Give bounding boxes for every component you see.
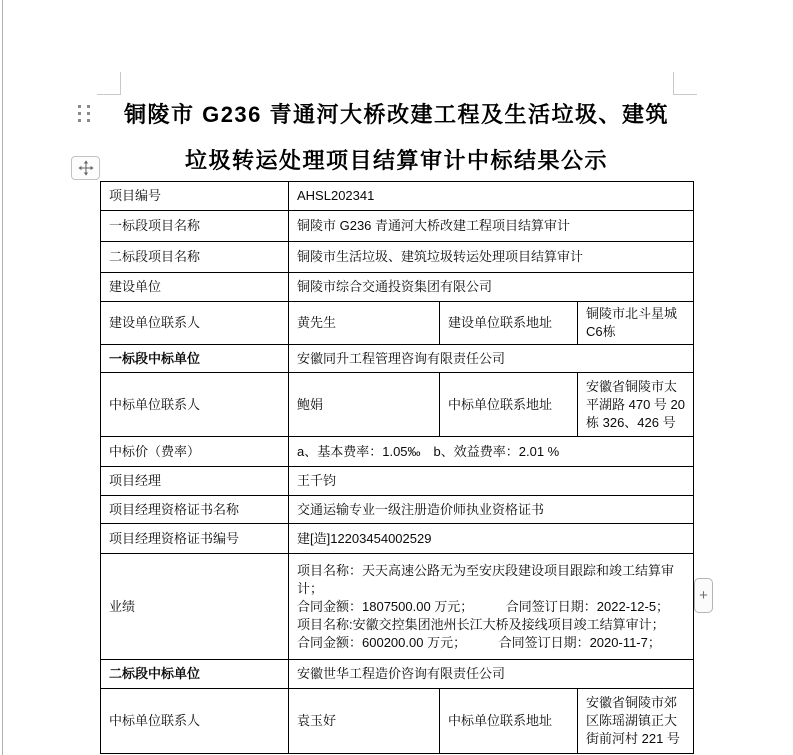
row-label-2[interactable]: 中标单位联系地址 <box>440 689 578 754</box>
row-value[interactable]: 王千钧 <box>289 467 694 496</box>
row-value[interactable]: 袁玉好 <box>289 689 440 754</box>
page-edge-line <box>2 0 3 755</box>
row-value-2[interactable]: 安徽省铜陵市太平湖路 470 号 20 栋 326、426 号 <box>578 373 694 437</box>
table-row <box>101 273 694 302</box>
row-value-2[interactable]: 安徽省铜陵市郊区陈瑶湖镇正大街前河村 221 号 <box>578 689 694 754</box>
plus-icon: + <box>699 587 708 604</box>
row-value[interactable]: 安徽世华工程造价咨询有限责任公司 <box>289 660 694 689</box>
row-value[interactable]: 铜陵市 G236 青通河大桥改建工程项目结算审计 <box>289 211 694 242</box>
table-row <box>101 524 694 554</box>
row-value[interactable] <box>289 554 694 660</box>
bid-result-table <box>100 181 694 754</box>
row-value[interactable]: 鲍娟 <box>289 373 440 437</box>
table-row <box>101 242 694 273</box>
table-row <box>101 467 694 496</box>
row-label[interactable]: 项目经理资格证书名称 <box>101 496 289 524</box>
row-value[interactable]: 铜陵市综合交通投资集团有限公司 <box>289 273 694 302</box>
row-label[interactable]: 中标单位联系人 <box>101 689 289 754</box>
row-label-2[interactable]: 建设单位联系地址 <box>440 302 578 345</box>
row-label[interactable]: 一标段中标单位 <box>101 345 289 373</box>
move-icon <box>78 160 94 176</box>
row-label-2[interactable]: 中标单位联系地址 <box>440 373 578 437</box>
row-value-2[interactable]: 铜陵市北斗星城C6栋 <box>578 302 694 345</box>
performance-line[interactable]: 项目名称：天天高速公路无为至安庆段建设项目跟踪和竣工结算审计； <box>297 562 675 596</box>
row-value[interactable]: 黄先生 <box>289 302 440 345</box>
row-label[interactable]: 建设单位联系人 <box>101 302 289 345</box>
row-label[interactable]: 项目经理 <box>101 467 289 496</box>
performance-line[interactable]: 合同金额：600200.00 万元； 合同签订日期：2020-11-7； <box>297 634 661 650</box>
document-title[interactable] <box>100 92 693 184</box>
table-row <box>101 373 694 437</box>
row-label[interactable]: 一标段项目名称 <box>101 211 289 242</box>
row-label[interactable]: 建设单位 <box>101 273 289 302</box>
table-move-handle[interactable] <box>71 156 100 180</box>
row-label[interactable]: 中标单位联系人 <box>101 373 289 437</box>
table-row <box>101 496 694 524</box>
performance-line[interactable]: 合同金额：1807500.00 万元； 合同签订日期：2022-12-5； <box>297 598 670 614</box>
row-value[interactable]: 建[造]12203454002529 <box>289 524 694 554</box>
row-value[interactable]: 铜陵市生活垃圾、建筑垃圾转运处理项目结算审计 <box>289 242 694 273</box>
table-row <box>101 437 694 467</box>
row-label[interactable]: 项目经理资格证书编号 <box>101 524 289 554</box>
performance-line[interactable]: 项目名称:安徽交控集团池州长江大桥及接线项目竣工结算审计； <box>297 616 665 632</box>
table-row <box>101 660 694 689</box>
row-label[interactable]: 业绩 <box>101 554 289 660</box>
row-label[interactable]: 中标价（费率） <box>101 437 289 467</box>
row-value[interactable]: AHSL202341 <box>289 182 694 211</box>
row-value[interactable]: 交通运输专业一级注册造价师执业资格证书 <box>289 496 694 524</box>
row-value[interactable]: a、基本费率：1.05‰ b、效益费率：2.01 % <box>289 437 694 467</box>
paragraph-drag-handle-icon[interactable] <box>78 105 90 122</box>
table-row <box>101 554 694 660</box>
table-row <box>101 302 694 345</box>
row-label[interactable]: 二标段中标单位 <box>101 660 289 689</box>
document-title-line-1[interactable]: 铜陵市 G236 青通河大桥改建工程及生活垃圾、建筑 <box>123 102 670 127</box>
table-row <box>101 182 694 211</box>
insert-row-button[interactable] <box>694 578 713 613</box>
document-title-line-2[interactable]: 垃圾转运处理项目结算审计中标结果公示 <box>184 148 608 173</box>
table-row <box>101 345 694 373</box>
row-value[interactable]: 安徽同升工程管理咨询有限责任公司 <box>289 345 694 373</box>
table-row <box>101 211 694 242</box>
row-label[interactable]: 二标段项目名称 <box>101 242 289 273</box>
table-row <box>101 689 694 754</box>
row-label[interactable]: 项目编号 <box>101 182 289 211</box>
